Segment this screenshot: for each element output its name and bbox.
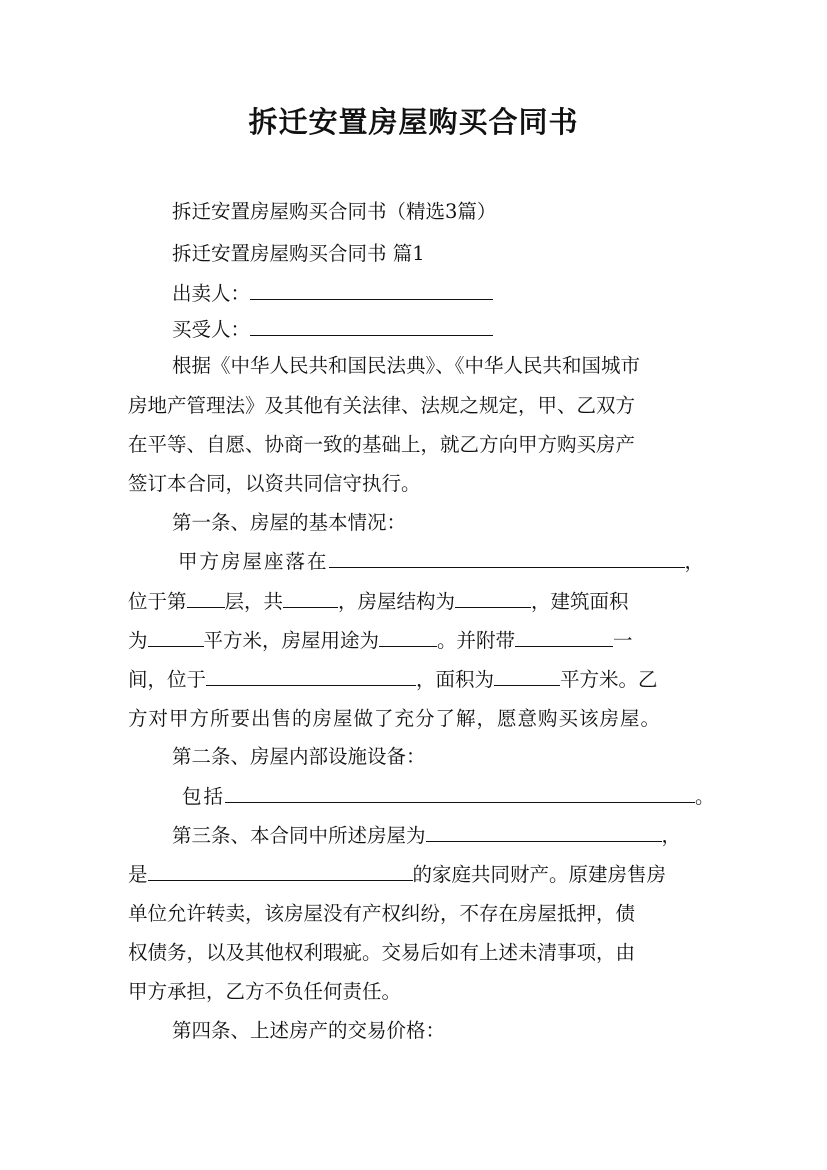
structure-blank[interactable] (455, 589, 531, 608)
total-floors-blank[interactable] (283, 589, 338, 608)
text: 层，共 (224, 590, 284, 613)
text: ，面积为 (416, 668, 495, 691)
article-2-title: 第二条、房屋内部设施设备： (172, 745, 426, 768)
facilities-blank[interactable] (225, 784, 695, 803)
article-3-line: 单位允许转卖，该房屋没有产权纠纷，不存在房屋抵押，债 (128, 902, 636, 925)
article-4-title: 第四条、上述房产的交易价格： (172, 1019, 446, 1042)
article-1-line (178, 548, 763, 576)
text: 平方米，房屋用途为 (203, 629, 380, 652)
article-1-title: 第一条、房屋的基本情况： (172, 511, 407, 534)
seller-line (172, 280, 757, 308)
text: 为 (128, 629, 148, 652)
text: 平方米。乙 (560, 668, 658, 691)
article-1-line (128, 666, 713, 694)
article-2-line (182, 783, 767, 811)
owner-blank[interactable] (148, 862, 413, 881)
paragraph-line: 房地产管理法》及其他有关法律、法规之规定，甲、乙双方 (128, 394, 636, 417)
text: 第三条、本合同中所述房屋为 (172, 824, 426, 847)
seller-blank[interactable] (250, 281, 493, 300)
document-title: 拆迁安置房屋购买合同书 (248, 105, 579, 139)
floor-blank[interactable] (187, 589, 225, 608)
paragraph-line: 在平等、自愿、协商一致的基础上，就乙方向甲方购买房产 (128, 433, 636, 456)
location-blank[interactable] (329, 549, 685, 568)
text: 的家庭共同财产。原建房售房 (412, 863, 667, 886)
paragraph-line: 根据《中华人民共和国民法典》、《中华人民共和国城市 (172, 354, 641, 377)
punct: 。 (695, 785, 717, 808)
intro-line: 拆迁安置房屋购买合同书（精选3篇） (172, 200, 497, 223)
article-1-line (128, 588, 713, 616)
paragraph-line: 签订本合同，以资共同信守执行。 (128, 472, 421, 495)
text: 间，位于 (128, 668, 207, 691)
part-heading: 拆迁安置房屋购买合同书 篇1 (172, 242, 425, 265)
article-3-line: 权债务，以及其他权利瑕疵。交易后如有上述未清事项，由 (128, 941, 636, 964)
text: 包括 (182, 785, 226, 808)
area-blank[interactable] (148, 628, 204, 647)
buyer-label: 买受人： (172, 318, 251, 341)
attached-location-blank[interactable] (206, 667, 416, 686)
text: 一 (613, 629, 633, 652)
punct: ， (684, 550, 707, 573)
article-3-line: 甲方承担，乙方不负任何责任。 (128, 980, 402, 1003)
usage-blank[interactable] (379, 628, 437, 647)
text: 是 (128, 863, 148, 886)
text: 。并附带 (437, 629, 516, 652)
buyer-line (172, 316, 757, 344)
seller-label: 出卖人： (172, 282, 251, 305)
attached-area-blank[interactable] (494, 667, 560, 686)
text: 位于第 (128, 590, 187, 613)
buyer-blank[interactable] (250, 317, 493, 336)
article-1-line: 方对甲方所要出售的房屋做了充分了解，愿意购买该房屋。 (128, 707, 662, 730)
text: ，建筑面积 (531, 590, 629, 613)
attached-blank[interactable] (515, 628, 613, 647)
punct: ， (661, 824, 682, 847)
location-label: 甲方房屋座落在 (178, 550, 329, 573)
article-3-line (172, 822, 757, 850)
article-1-line (128, 627, 713, 655)
text: ，房屋结构为 (338, 590, 456, 613)
property-blank[interactable] (426, 823, 662, 842)
article-3-line (128, 861, 713, 889)
